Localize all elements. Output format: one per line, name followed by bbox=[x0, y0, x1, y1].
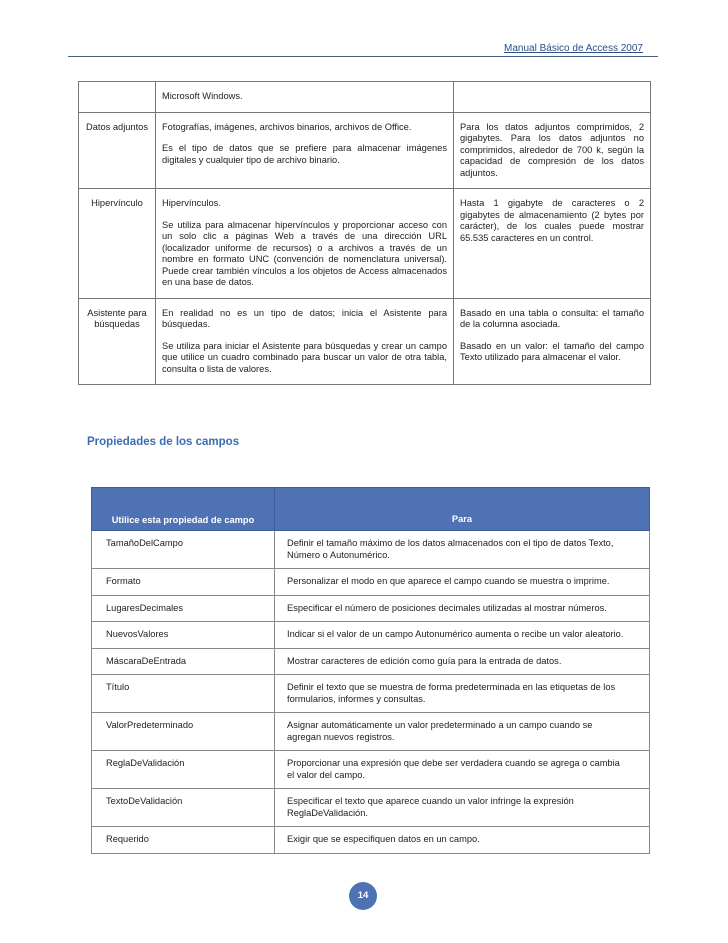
section-title: Propiedades de los campos bbox=[87, 436, 240, 448]
property-name-cell: MáscaraDeEntrada bbox=[92, 648, 275, 675]
description-paragraph: Fotografías, imágenes, archivos binarios, archivos de Office. bbox=[162, 121, 412, 132]
running-header[interactable]: Manual Básico de Access 2007 bbox=[504, 43, 643, 54]
table-row bbox=[92, 569, 650, 596]
property-name-cell: ValorPredeterminado bbox=[92, 713, 275, 751]
property-name-cell: NuevosValores bbox=[92, 622, 275, 649]
table-row bbox=[79, 298, 651, 385]
header-property: Utilice esta propiedad de campo bbox=[92, 488, 275, 531]
property-name-cell: Título bbox=[92, 675, 275, 713]
property-name-cell: LugaresDecimales bbox=[92, 595, 275, 622]
table-header-row bbox=[92, 488, 650, 531]
property-purpose-cell: Definir el texto que se muestra de forma predeterminada en las etiquetas de los formularios, informes y consultas. bbox=[275, 675, 650, 713]
description-paragraph: Se utiliza para iniciar el Asistente para búsquedas y crear un campo que utilice un cuadro combinado para buscar un valor de otra tabla, consulta o lista de valores. bbox=[162, 340, 447, 374]
property-purpose-cell: Especificar el texto que aparece cuando un valor infringe la expresión ReglaDeValidación. bbox=[275, 789, 650, 827]
table-row bbox=[92, 622, 650, 649]
table-row bbox=[92, 713, 650, 751]
property-name-cell: Formato bbox=[92, 569, 275, 596]
page-number: 14 bbox=[349, 882, 377, 910]
table-row bbox=[92, 531, 650, 569]
header-rule bbox=[68, 56, 658, 57]
property-purpose-cell: Proporcionar una expresión que debe ser verdadera cuando se agrega o cambia el valor del campo. bbox=[275, 751, 650, 789]
header-purpose: Para bbox=[275, 488, 650, 531]
table-row bbox=[92, 789, 650, 827]
data-type-cell: Datos adjuntos bbox=[79, 112, 156, 189]
table-row bbox=[79, 189, 651, 299]
size-cell bbox=[454, 298, 651, 385]
property-purpose-cell: Definir el tamaño máximo de los datos almacenados con el tipo de datos Texto, Número o Autonumérico. bbox=[275, 531, 650, 569]
table-row bbox=[92, 827, 650, 854]
description-paragraph: Hipervínculos. bbox=[162, 198, 221, 208]
property-purpose-cell: Personalizar el modo en que aparece el campo cuando se muestra o imprime. bbox=[275, 569, 650, 596]
table-row bbox=[92, 751, 650, 789]
description-cell bbox=[156, 298, 454, 385]
description-paragraph: Microsoft Windows. bbox=[162, 91, 243, 101]
property-name-cell: Requerido bbox=[92, 827, 275, 854]
description-cell bbox=[156, 112, 454, 189]
size-cell bbox=[454, 82, 651, 113]
description-cell bbox=[156, 189, 454, 299]
table-row bbox=[92, 675, 650, 713]
size-paragraph: Basado en una tabla o consulta: el tamaño de la columna asociada. bbox=[460, 307, 644, 329]
property-name-cell: TamañoDelCampo bbox=[92, 531, 275, 569]
data-type-cell: Asistente para búsquedas bbox=[79, 298, 156, 385]
property-purpose-cell: Mostrar caracteres de edición como guía para la entrada de datos. bbox=[275, 648, 650, 675]
description-cell bbox=[156, 82, 454, 113]
size-paragraph: Hasta 1 gigabyte de caracteres o 2 gigabytes de almacenamiento (2 bytes por carácter), de los cuales puede mostrar 65.535 caracteres en un control. bbox=[460, 198, 644, 243]
size-paragraph: Basado en un valor: el tamaño del campo Texto utilizado para almacenar el valor. bbox=[460, 340, 644, 362]
description-paragraph: En realidad no es un tipo de datos; inicia el Asistente para búsquedas. bbox=[162, 307, 447, 329]
table-row bbox=[79, 82, 651, 113]
table-row bbox=[79, 112, 651, 189]
data-type-cell: Hipervínculo bbox=[79, 189, 156, 299]
size-cell bbox=[454, 189, 651, 299]
property-purpose-cell: Especificar el número de posiciones decimales utilizadas al mostrar números. bbox=[275, 595, 650, 622]
field-properties-table bbox=[91, 487, 650, 854]
property-name-cell: TextoDeValidación bbox=[92, 789, 275, 827]
property-purpose-cell: Asignar automáticamente un valor predeterminado a un campo cuando se agregan nuevos registros. bbox=[275, 713, 650, 751]
property-purpose-cell: Exigir que se especifiquen datos en un campo. bbox=[275, 827, 650, 854]
description-paragraph: Se utiliza para almacenar hipervínculos y proporcionar acceso con un solo clic a páginas Web a través de una dirección URL (localizador uniforme de recursos) o a archivos a través de un nombre en formato UNC (convención de nomenclatura universal). Puede crear también vínculos a los objetos de Access almacenados en una base de datos. bbox=[162, 219, 447, 287]
property-purpose-cell: Indicar si el valor de un campo Autonumérico aumenta o recibe un valor aleatorio. bbox=[275, 622, 650, 649]
description-paragraph: Es el tipo de datos que se prefiere para almacenar imágenes digitales y cualquier tipo de archivo binario. bbox=[162, 143, 447, 165]
data-types-table bbox=[78, 81, 651, 385]
size-cell bbox=[454, 112, 651, 189]
property-name-cell: ReglaDeValidación bbox=[92, 751, 275, 789]
size-paragraph: Para los datos adjuntos comprimidos, 2 gigabytes. Para los datos adjuntos no comprimidos, alrededor de 700 k, según la capacidad de compresión de los datos adjuntos. bbox=[460, 121, 644, 178]
data-type-cell bbox=[79, 82, 156, 113]
table-row bbox=[92, 595, 650, 622]
table-row bbox=[92, 648, 650, 675]
